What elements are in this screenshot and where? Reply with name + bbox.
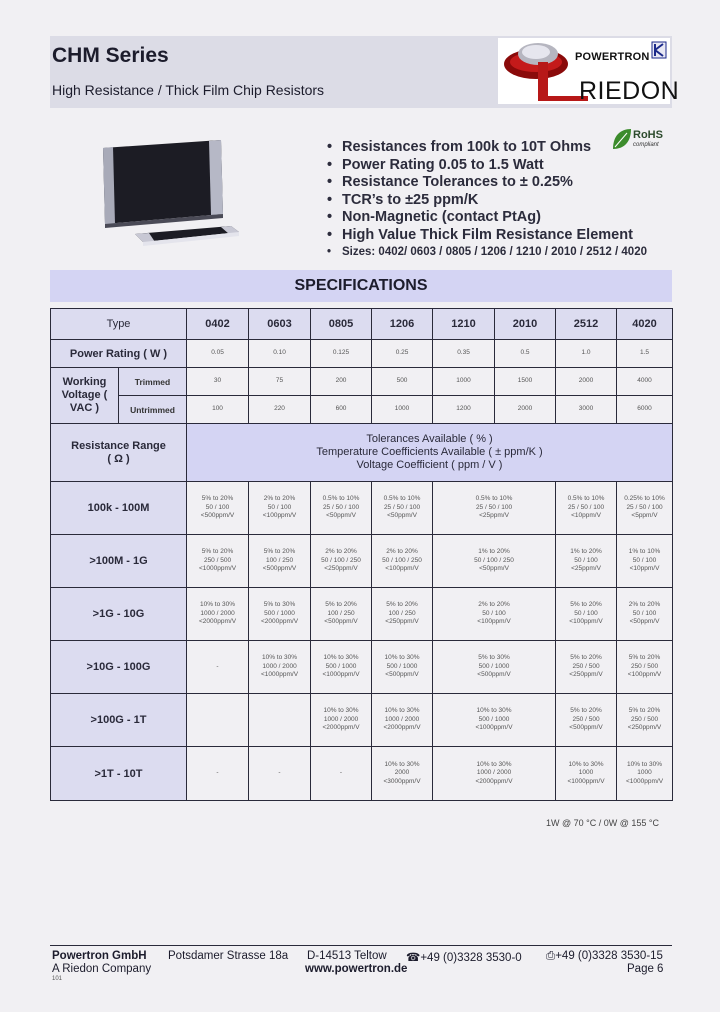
feature-list <box>327 139 647 261</box>
spec-cell-line: 5% to 20% <box>325 601 357 609</box>
spec-cell-line: <2000ppm/V <box>475 777 513 785</box>
spec-cell-line: - <box>216 662 219 670</box>
spec-cell-line: 25 / 50 / 100 <box>475 503 513 511</box>
spec-cell-line: 5% to 30% <box>263 601 296 609</box>
spec-cell-line: 10% to 30% <box>626 760 663 768</box>
spec-cell <box>617 588 673 641</box>
footer-doc-code: 101 <box>52 976 63 982</box>
spec-cell-line: 2% to 20% <box>478 601 510 609</box>
untrimmed-value: 1000 <box>372 396 433 424</box>
power-value: 1.0 <box>556 340 617 368</box>
spec-cell-line: <50ppm/V <box>479 565 509 573</box>
feature-item: • Power Rating 0.05 to 1.5 Watt <box>327 157 647 175</box>
spec-cell <box>556 535 617 588</box>
spec-cell-line: <50ppm/V <box>629 618 660 626</box>
untrimmed-value: 220 <box>249 396 311 424</box>
fax-icon: ⎙ <box>546 950 556 962</box>
spec-cell-line: <250ppm/V <box>627 724 662 732</box>
untrimmed-value: 3000 <box>556 396 617 424</box>
page-title: CHM Series <box>52 44 169 67</box>
resistance-range-row <box>51 694 673 747</box>
chip-resistor-image <box>103 140 243 250</box>
trimmed-value: 30 <box>187 368 249 396</box>
spec-cell-line: 10% to 30% <box>476 760 512 768</box>
range-label: >1G - 10G <box>51 588 187 641</box>
spec-cell-line: 100 / 250 <box>265 556 294 564</box>
spec-cell-line: 1000 / 2000 <box>476 769 512 777</box>
spec-cell-line: <50ppm/V <box>326 512 356 520</box>
spec-cell-line: <100ppm/V <box>627 671 662 679</box>
tolerance-legend <box>187 424 673 482</box>
power-value: 1.5 <box>617 340 673 368</box>
spec-cell-line: 5% to 20% <box>201 495 234 503</box>
logo-powertron-text: POWERTRON <box>575 51 650 63</box>
resistance-range-row <box>51 641 673 694</box>
trimmed-label: Trimmed <box>119 368 187 396</box>
spec-cell-line: 50 / 100 / 250 <box>382 556 422 564</box>
spec-cell-line: 10% to 30% <box>199 601 236 609</box>
spec-cell-line: 500 / 1000 <box>478 662 510 670</box>
spec-cell-line: <100ppm/V <box>569 618 603 626</box>
spec-cell-line: <100ppm/V <box>262 512 297 520</box>
footer-address: Potsdamer Strasse 18a <box>168 950 289 962</box>
spec-cell-line: 10% to 30% <box>323 654 359 662</box>
spec-cell-line: 0.5% to 10% <box>322 495 360 503</box>
tolerance-legend-line: Temperature Coefficients Available ( ± ppm/K ) <box>316 446 543 458</box>
spec-cell-line: <1000ppm/V <box>198 565 237 573</box>
spec-cell-line: <10ppm/V <box>629 565 660 573</box>
spec-cell <box>617 482 673 535</box>
trimmed-value: 75 <box>249 368 311 396</box>
tolerance-legend-line: Tolerances Available ( % ) <box>366 433 493 445</box>
untrimmed-value: 1200 <box>433 396 495 424</box>
spec-cell <box>187 694 249 747</box>
footer-phone <box>406 950 522 964</box>
spec-cell-line: <100ppm/V <box>477 618 511 626</box>
spec-cell-line: 10% to 30% <box>323 707 359 715</box>
type-header: 0603 <box>249 309 311 340</box>
spec-cell-line: 250 / 500 <box>203 556 232 564</box>
spec-cell <box>617 694 673 747</box>
spec-cell <box>556 694 617 747</box>
trimmed-value: 500 <box>372 368 433 396</box>
spec-cell-line: <1000ppm/V <box>322 671 360 679</box>
footer-fax <box>546 950 663 963</box>
spec-cell-line: <50ppm/V <box>387 512 417 520</box>
spec-cell-line: 500 / 1000 <box>386 662 418 670</box>
trimmed-value: 200 <box>311 368 372 396</box>
specifications-table <box>50 308 673 801</box>
spec-cell <box>372 641 433 694</box>
page-subtitle: High Resistance / Thick Film Chip Resistors <box>52 82 325 98</box>
spec-cell <box>556 747 617 801</box>
spec-cell <box>433 482 556 535</box>
spec-cell-line: 10% to 30% <box>384 707 420 715</box>
spec-cell <box>372 535 433 588</box>
trimmed-value: 4000 <box>617 368 673 396</box>
spec-cell-line: 1000 <box>578 769 594 777</box>
spec-cell-line: 0.5% to 10% <box>567 495 605 503</box>
range-label: >1T - 10T <box>51 747 187 801</box>
spec-cell <box>187 535 249 588</box>
resistance-range-row <box>51 588 673 641</box>
spec-cell-line: 250 / 500 <box>630 715 659 723</box>
spec-cell <box>249 588 311 641</box>
resistance-range-row <box>51 482 673 535</box>
spec-cell-line: <2000ppm/V <box>383 724 421 732</box>
spec-cell-line: 50 / 100 <box>205 503 230 511</box>
working-voltage-label: Working Voltage ( VAC ) <box>51 368 119 424</box>
spec-cell <box>617 535 673 588</box>
spec-cell-line: <500ppm/V <box>569 724 603 732</box>
spec-cell <box>617 747 673 801</box>
footer-page-number: Page 6 <box>627 963 664 975</box>
spec-cell-line: 50 / 100 / 250 <box>474 556 514 564</box>
spec-cell-line: 5% to 20% <box>570 654 602 662</box>
spec-cell-line: 1000 / 2000 <box>200 609 235 617</box>
power-value: 0.05 <box>187 340 249 368</box>
spec-cell-line: <25ppm/V <box>479 512 509 520</box>
spec-cell <box>433 641 556 694</box>
spec-cell-line: <10ppm/V <box>571 512 601 520</box>
untrimmed-value: 100 <box>187 396 249 424</box>
type-header: 1206 <box>372 309 433 340</box>
range-label: >100M - 1G <box>51 535 187 588</box>
spec-cell <box>556 641 617 694</box>
feature-item: • Resistances from 100k to 10T Ohms <box>327 139 647 157</box>
spec-cell <box>311 535 372 588</box>
spec-cell-line: 50 / 100 <box>267 503 292 511</box>
type-header: 0402 <box>187 309 249 340</box>
spec-cell <box>249 482 311 535</box>
spec-cell-line: 1000 <box>637 769 652 777</box>
resistance-range-row <box>51 535 673 588</box>
power-value: 0.5 <box>495 340 556 368</box>
spec-cell-line: 5% to 20% <box>386 601 418 609</box>
company-logo <box>498 38 680 105</box>
rohs-sub: compliant <box>633 142 659 148</box>
spec-cell-line: 1000 / 2000 <box>384 715 420 723</box>
spec-cell <box>187 482 249 535</box>
phone-icon: ☎ <box>406 952 421 964</box>
spec-cell-line: 10% to 30% <box>568 760 604 768</box>
spec-cell-line: - <box>278 769 281 777</box>
footer-city: D-14513 Teltow <box>307 950 387 962</box>
logo-riedon-text: RIEDON <box>579 77 680 105</box>
spec-cell-line: 500 / 1000 <box>264 609 295 617</box>
spec-cell-line: 5% to 20% <box>570 707 602 715</box>
spec-cell-line: <2000ppm/V <box>322 724 360 732</box>
resistance-range-label <box>51 424 187 482</box>
spec-cell-line: 1000 / 2000 <box>323 715 359 723</box>
spec-cell <box>249 641 311 694</box>
spec-cell-line: 50 / 100 <box>574 556 598 564</box>
spec-cell-line: 50 / 100 <box>482 609 506 617</box>
spec-cell <box>187 588 249 641</box>
spec-cell-line: - <box>339 769 343 777</box>
spec-cell-line: <250ppm/V <box>385 618 419 626</box>
spec-cell-line: 1% to 20% <box>478 548 510 556</box>
footer-website-link[interactable]: www.powertron.de <box>305 963 408 975</box>
spec-cell-line: - <box>216 769 219 777</box>
spec-cell-line: <25ppm/V <box>571 565 601 573</box>
spec-cell-line: 250 / 500 <box>630 662 659 670</box>
spec-cell <box>249 747 311 801</box>
type-header: 2512 <box>556 309 617 340</box>
spec-cell <box>372 588 433 641</box>
spec-cell-line: 50 / 100 <box>632 556 657 564</box>
spec-cell <box>311 482 372 535</box>
spec-cell-line: 2% to 20% <box>325 548 357 556</box>
spec-cell <box>372 482 433 535</box>
spec-cell-line: 2000 <box>394 769 410 777</box>
feature-item: • Resistance Tolerances to ± 0.25% <box>327 174 647 192</box>
spec-cell <box>617 641 673 694</box>
spec-cell-line: <500ppm/V <box>262 565 297 573</box>
footer-divider <box>50 945 672 946</box>
spec-cell-line: 0.25% to 10% <box>624 495 665 503</box>
spec-cell-line: 100 / 250 <box>327 609 355 617</box>
spec-cell <box>311 641 372 694</box>
range-label: >10G - 100G <box>51 641 187 694</box>
spec-cell-line: 25 / 50 / 100 <box>383 503 421 511</box>
spec-cell-line: 1% to 10% <box>628 548 661 556</box>
spec-cell-line: 1000 / 2000 <box>262 662 297 670</box>
type-label: Type <box>51 309 187 340</box>
spec-cell-line: 5% to 20% <box>201 548 234 556</box>
range-label: >100G - 1T <box>51 694 187 747</box>
spec-cell-line: <1000ppm/V <box>625 777 664 785</box>
type-header: 4020 <box>617 309 673 340</box>
spec-cell-line: 10% to 30% <box>384 654 420 662</box>
spec-cell-line: <1000ppm/V <box>567 777 605 785</box>
spec-cell-line: 5% to 20% <box>263 548 296 556</box>
feature-sizes: • Sizes: 0402/ 0603 / 0805 / 1206 / 1210 / 2010 / 2512 / 4020 <box>327 244 647 261</box>
spec-cell-line: 500 / 1000 <box>325 662 357 670</box>
resistance-range-title: Resistance Range <box>71 439 166 452</box>
power-value: 0.10 <box>249 340 311 368</box>
untrimmed-value: 600 <box>311 396 372 424</box>
spec-cell-line: 25 / 50 / 100 <box>567 503 605 511</box>
spec-cell-line: 10% to 30% <box>261 654 298 662</box>
spec-cell <box>556 588 617 641</box>
resistance-range-unit: ( Ω ) <box>107 452 130 465</box>
spec-cell-line: 250 / 500 <box>572 715 600 723</box>
spec-cell <box>187 641 249 694</box>
spec-cell <box>311 747 372 801</box>
spec-cell <box>372 694 433 747</box>
spec-cell-line: 100 / 250 <box>388 609 416 617</box>
spec-cell-line: 0.5% to 10% <box>475 495 513 503</box>
spec-cell-line: 2% to 20% <box>386 548 418 556</box>
footer-tagline: A Riedon Company <box>52 963 152 975</box>
spec-cell <box>433 535 556 588</box>
spec-cell-line: <250ppm/V <box>324 565 358 573</box>
range-label: 100k - 100M <box>51 482 187 535</box>
footer-company: Powertron GmbH <box>52 950 147 962</box>
spec-cell-line: 5% to 20% <box>570 601 602 609</box>
spec-cell-line: 250 / 500 <box>572 662 600 670</box>
spec-cell-line: 50 / 100 / 250 <box>321 556 361 564</box>
power-value: 0.25 <box>372 340 433 368</box>
power-value: 0.35 <box>433 340 495 368</box>
spec-cell-line: <2000ppm/V <box>260 618 299 626</box>
spec-cell-line: 1% to 20% <box>570 548 602 556</box>
spec-cell-line: 50 / 100 <box>632 609 657 617</box>
spec-cell <box>372 747 433 801</box>
feature-item: • High Value Thick Film Resistance Element <box>327 227 647 245</box>
spec-cell-line: <1000ppm/V <box>475 724 513 732</box>
untrimmed-value: 6000 <box>617 396 673 424</box>
derating-note: 1W @ 70 °C / 0W @ 155 °C <box>546 818 660 828</box>
spec-cell-line: <5ppm/V <box>631 512 658 520</box>
spec-cell-line: 500 / 1000 <box>478 715 510 723</box>
spec-cell-line: 0.5% to 10% <box>383 495 421 503</box>
spec-cell-line: <1000ppm/V <box>260 671 299 679</box>
spec-cell-line: 25 / 50 / 100 <box>322 503 360 511</box>
feature-item: • TCR’s to ±25 ppm/K <box>327 192 647 210</box>
spec-cell-line: <500ppm/V <box>324 618 358 626</box>
untrimmed-value: 2000 <box>495 396 556 424</box>
spec-cell-line: 2% to 20% <box>628 601 661 609</box>
spec-cell <box>311 588 372 641</box>
spec-cell-line: <500ppm/V <box>477 671 511 679</box>
spec-cell <box>556 482 617 535</box>
spec-cell <box>433 747 556 801</box>
feature-item: • Non-Magnetic (contact PtAg) <box>327 209 647 227</box>
type-header: 1210 <box>433 309 495 340</box>
trimmed-value: 1500 <box>495 368 556 396</box>
spec-cell-line: 5% to 30% <box>478 654 510 662</box>
footer-phone-number: +49 (0)3328 3530-0 <box>420 952 522 964</box>
power-rating-label: Power Rating ( W ) <box>51 340 187 368</box>
spec-cell-line: 10% to 30% <box>476 707 512 715</box>
spec-cell <box>311 694 372 747</box>
spec-cell-line: <500ppm/V <box>385 671 419 679</box>
tolerance-legend-line: Voltage Coefficient ( ppm / V ) <box>356 459 503 471</box>
rohs-label: RoHS <box>633 129 663 141</box>
spec-cell-line: <500ppm/V <box>200 512 235 520</box>
footer-fax-number: +49 (0)3328 3530-15 <box>555 950 663 962</box>
type-header: 2010 <box>495 309 556 340</box>
spec-cell <box>249 694 311 747</box>
spec-cell <box>433 588 556 641</box>
spec-cell-line: 25 / 50 / 100 <box>626 503 663 511</box>
spec-cell-line: 5% to 20% <box>628 707 661 715</box>
untrimmed-label: Untrimmed <box>119 396 187 424</box>
spec-cell-line: 2% to 20% <box>263 495 296 503</box>
spec-cell <box>249 535 311 588</box>
spec-cell-line: <250ppm/V <box>569 671 603 679</box>
type-header: 0805 <box>311 309 372 340</box>
spec-cell <box>187 747 249 801</box>
spec-cell-line: 50 / 100 <box>574 609 598 617</box>
spec-cell-line: <2000ppm/V <box>198 618 237 626</box>
trimmed-value: 2000 <box>556 368 617 396</box>
spec-cell-line: 10% to 30% <box>384 760 420 768</box>
spec-cell-line: <3000ppm/V <box>383 777 421 785</box>
trimmed-value: 1000 <box>433 368 495 396</box>
power-value: 0.125 <box>311 340 372 368</box>
spec-cell-line: 5% to 20% <box>628 654 661 662</box>
spec-cell <box>433 694 556 747</box>
spec-cell-line: <100ppm/V <box>385 565 419 573</box>
resistance-range-row <box>51 747 673 801</box>
specifications-heading: SPECIFICATIONS <box>50 270 672 302</box>
